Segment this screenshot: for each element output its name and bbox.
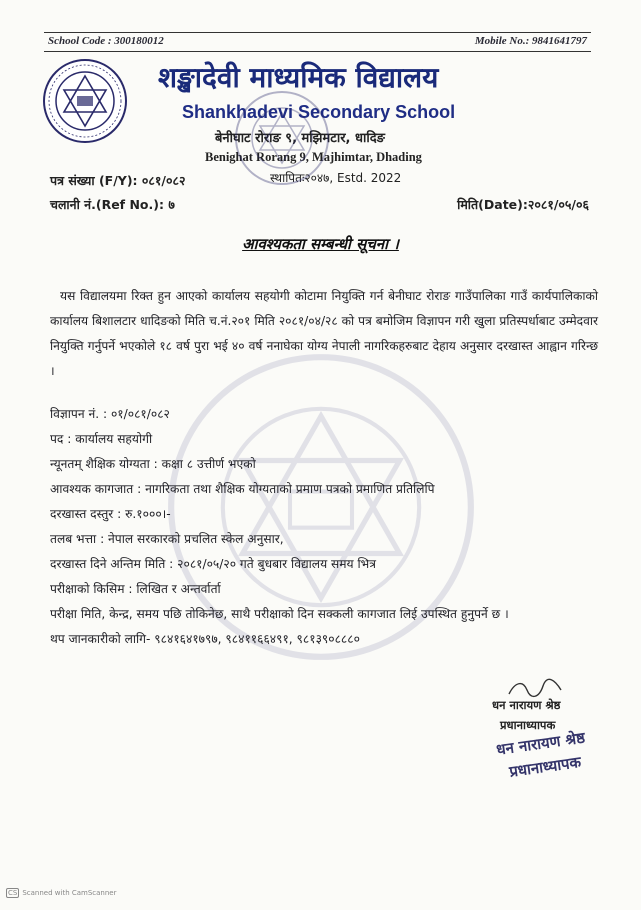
notice-title: आवश्यकता सम्बन्धी सूचना ।	[242, 235, 399, 253]
school-name-nepali: शङ्खादेवी माध्यमिक विद्यालय	[158, 61, 439, 94]
detail-exam-schedule: परीक्षा मिति, केन्द्र, समय पछि तोकिनेछ, साथै परीक्षाको दिन सक्कली कागजात लिई उपस्थित हुनुपर्ने छ ।	[50, 607, 509, 621]
header-bar	[44, 32, 591, 52]
notice-body: यस विद्यालयमा रिक्त हुन आएको कार्यालय सहयोगी कोटामा नियुक्ति गर्न बेनीघाट रोराङ गाउँपालिका गाउँ कार्यपालिकाको कार्यालय बिशालटार धादिङको मिति च.नं.२०१ मिति २०८१/०४/२८ को पत्र बमोजिम विज्ञापन गरी खुला प्रतिस्पर्धाबाट उम्मेदवार नियुक्ति गर्नुपर्ने भएकोले १८ वर्ष पुरा भई ४० वर्ष ननाघेका योग्य नेपाली नागरिकहरुबाट देहाय अनुसार दरखास्त आह्वान गरिन्छ ।	[50, 289, 598, 378]
signature-scribble	[505, 676, 565, 700]
detail-ad-number: विज्ञापन नं. : ०१/०८१/०८२	[50, 407, 170, 421]
established-year: स्थापितः२०४७, Estd. 2022	[270, 171, 402, 185]
school-name-english: Shankhadevi Secondary School	[182, 102, 456, 122]
position-stamp: प्रधानाध्यापक	[508, 752, 583, 781]
address-nepali: बेनीघाट रोराङ ९, मझिमटार, धादिङ	[215, 131, 385, 146]
headteacher-title: प्रधानाध्यापक	[500, 718, 556, 732]
detail-documents: आवश्यक कागजात : नागरिकता तथा शैक्षिक योग्यताको प्रमाण पत्रको प्रमाणित प्रतिलिपि	[50, 482, 435, 496]
detail-exam-type: परीक्षाको किसिम : लिखित र अन्तर्वार्ता	[50, 582, 221, 596]
name-stamp: धन नारायण श्रेष्ठ	[495, 728, 587, 759]
mobile-number: Mobile No.: 9841641797	[474, 35, 587, 47]
detail-deadline: दरखास्त दिने अन्तिम मिति : २०८१/०५/२० गते बुधबार विद्यालय समय भित्र	[50, 557, 376, 571]
reference-number: चलानी नं.(Ref No.): ७	[50, 197, 175, 212]
detail-fee: दरखास्त दस्तुर : रु.१०००।-	[50, 507, 171, 521]
scanner-watermark-text: Scanned with CamScanner	[22, 889, 117, 897]
detail-qualification: न्यूनतम् शैक्षिक योग्यता : कक्षा ८ उत्तीर्ण भएको	[50, 457, 256, 471]
detail-post: पद : कार्यालय सहयोगी	[50, 432, 153, 446]
letter-date: मिति(Date):२०८१/०५/०६	[457, 197, 589, 212]
camscanner-icon: CS	[8, 889, 18, 897]
address-english: Benighat Rorang 9, Majhimtar, Dhading	[205, 150, 422, 164]
school-logo	[42, 58, 128, 144]
school-code: School Code : 300180012	[48, 35, 164, 47]
scanner-watermark	[6, 888, 117, 898]
letter-number: पत्र संख्या (F/Y): ०८१/०८२	[50, 173, 186, 188]
headteacher-name: धन नारायण श्रेष्ठ	[492, 698, 561, 712]
detail-salary: तलब भत्ता : नेपाल सरकारको प्रचलित स्केल अनुसार,	[50, 532, 284, 546]
detail-contact: थप जानकारीको लागि- ९८४१६४१७९७, ९८४११६६४९१, ९८१३९०८८८०	[50, 632, 360, 646]
round-stamp	[232, 88, 332, 188]
